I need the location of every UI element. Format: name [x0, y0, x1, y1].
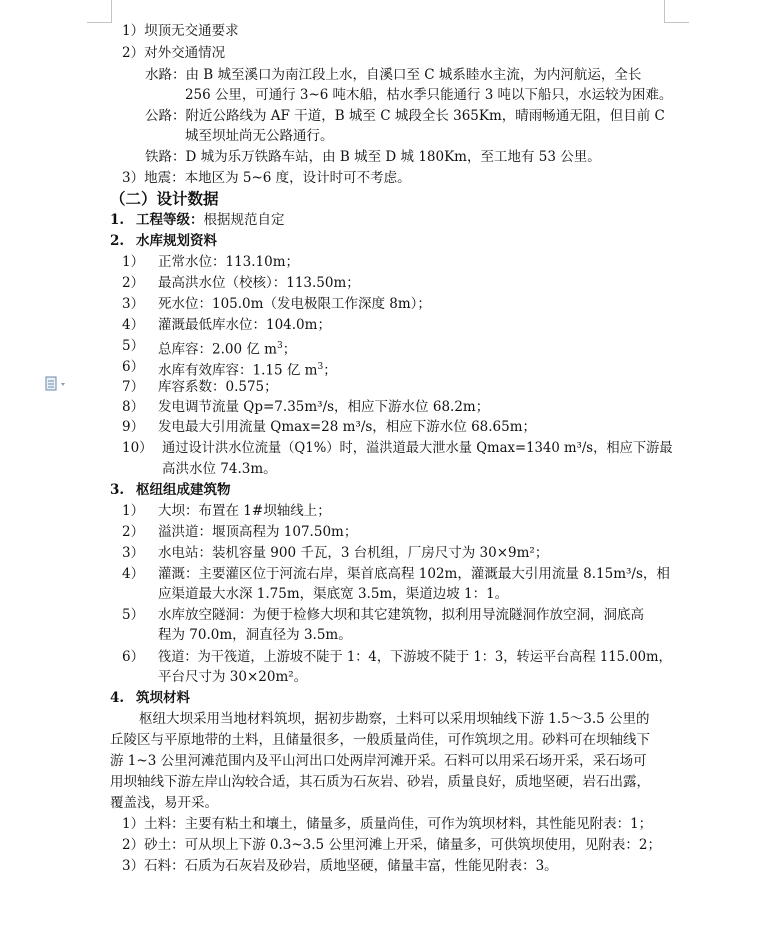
paragraph-line: 游 1~3 公里河滩范围内及平山河出口处两岸河滩开采。石料可以用采石场开采，采石场可 — [110, 753, 647, 769]
list-item: 筏道：为干筏道，上游坡不陡于 1：4，下游坡不陡于 1：3，转运平台高程 115.00m， — [158, 649, 672, 665]
text-line: 平台尺寸为 30×20m²。 — [158, 669, 308, 685]
list-number: 4） — [122, 566, 145, 582]
text-line: 2）对外交通情况 — [122, 45, 226, 61]
list-item: 水库有效库容：1.15 亿 $m^3$； — [158, 362, 337, 379]
list-number: 1） — [122, 254, 145, 270]
item-text: 根据规范自定 — [203, 212, 285, 228]
list-number: 1） — [122, 503, 145, 519]
document-layout-icon[interactable] — [45, 376, 71, 392]
item-heading: 筑坝材料 — [136, 690, 190, 706]
list-number: 9） — [122, 419, 145, 435]
list-number: 5） — [122, 338, 145, 354]
list-item: 发电调节流量 Qp=7.35m³/s，相应下游水位 68.2m； — [158, 399, 490, 415]
list-number: 6） — [122, 649, 145, 665]
text-line: 应渠道最大水深 1.75m，渠底宽 3.5m，渠道边坡 1：1。 — [158, 586, 509, 602]
text-line: 城至坝址尚无公路通行。 — [185, 128, 334, 144]
paragraph-line: 覆盖浅，易开采。 — [110, 795, 218, 811]
text-line: 1）坝顶无交通要求 — [122, 23, 239, 39]
text-line: 3）地震：本地区为 5~6 度，设计时可不考虑。 — [122, 170, 411, 186]
text-line: 公路：附近公路线为 AF 干道，B 城至 C 城段全长 365Km，晴雨畅通无阻，但目前 C — [145, 108, 665, 124]
list-item: 最高洪水位（校核）：113.50m； — [158, 275, 360, 291]
list-number: 4） — [122, 317, 145, 333]
paragraph-line: 枢纽大坝采用当地材料筑坝，据初步勘察，土料可以采用坝轴线下游 1.5～3.5 公里的 — [139, 711, 650, 727]
list-item: 2）砂土：可从坝上下游 0.3~3.5 公里河滩上开采，储量多，可供筑坝使用，见附表：2； — [122, 837, 662, 853]
list-item: 库容系数：0.575； — [158, 379, 278, 395]
page-corner-mark-left — [87, 0, 112, 23]
section-heading: （二）设计数据 — [110, 189, 219, 208]
list-number: 7） — [122, 379, 145, 395]
item-heading: 水库规划资料 — [136, 233, 217, 249]
list-item: 灌溉：主要灌区位于河流右岸，渠首底高程 102m，灌溉最大引用流量 8.15m³/s，相 — [158, 566, 670, 582]
text-line: 256 公里，可通行 3~6 吨木船，枯水季只能通行 3 吨以下船只，水运较为困难。 — [185, 87, 673, 103]
list-number: 3. — [110, 482, 125, 498]
list-number: 2. — [110, 233, 125, 249]
paragraph-line: 用坝轴线下游左岸山沟较合适，其石质为石灰岩、砂岩，质量良好，质地坚硬，岩石出露， — [110, 774, 650, 790]
list-item — [136, 211, 285, 229]
list-item: 3）石料：石质为石灰岩及砂岩，质地坚硬，储量丰富，性能见附表：3。 — [122, 858, 558, 874]
list-item: 发电最大引用流量 Qmax=28 m³/s，相应下游水位 68.65m； — [158, 419, 537, 435]
list-item: 溢洪道：堰顶高程为 107.50m； — [158, 524, 358, 540]
list-number: 6） — [122, 359, 145, 375]
list-number: 5） — [122, 607, 145, 623]
item-heading: 工程等级： — [136, 212, 204, 228]
list-item: 总库容：2.00 亿 $m^3$； — [158, 341, 297, 358]
list-number: 4. — [110, 690, 125, 706]
list-number: 8） — [122, 399, 145, 415]
list-item: 1）土料：主要有粘土和壤土，储量多，质量尚佳，可作为筑坝材料，其性能见附表：1； — [122, 816, 653, 832]
list-item: 通过设计洪水位流量（Q1%）时，溢洪道最大泄水量 Qmax=1340 m³/s，相应下游最 — [162, 440, 673, 456]
list-item: 正常水位：113.10m； — [158, 254, 300, 270]
list-number: 2） — [122, 275, 145, 291]
text-line: 铁路：D 城为乐万铁路车站，由 B 城至 D 城 180Km，至工地有 53 公里。 — [145, 149, 601, 165]
text-line: 水路：由 B 城至溪口为南江段上水，自溪口至 C 城系睦水主流，为内河航运，全长 — [145, 67, 642, 83]
text-line: 高洪水位 74.3m。 — [162, 461, 277, 477]
list-number: 1. — [110, 212, 125, 228]
list-number: 10） — [122, 440, 153, 456]
text-line: 程为 70.0m，洞直径为 3.5m。 — [158, 627, 352, 643]
list-item: 水电站：装机容量 900 千瓦，3 台机组，厂房尺寸为 30×9m²； — [158, 545, 549, 561]
list-item: 大坝：布置在 1#坝轴线上； — [158, 503, 331, 519]
list-item: 死水位：105.0m（发电极限工作深度 8m）； — [158, 296, 431, 312]
list-number: 3） — [122, 296, 145, 312]
list-item: 水库放空隧洞：为便于检修大坝和其它建筑物，拟利用导流隧洞作放空洞，洞底高 — [158, 607, 644, 623]
page-corner-mark-right — [664, 0, 689, 23]
list-item: 灌溉最低库水位：104.0m； — [158, 317, 331, 333]
item-heading: 枢纽组成建筑物 — [136, 482, 231, 498]
list-number: 3） — [122, 545, 145, 561]
list-number: 2） — [122, 524, 145, 540]
paragraph-line: 丘陵区与平原地带的土料，且储量很多，一般质量尚佳，可作筑坝之用。砂料可在坝轴线下 — [110, 732, 650, 748]
